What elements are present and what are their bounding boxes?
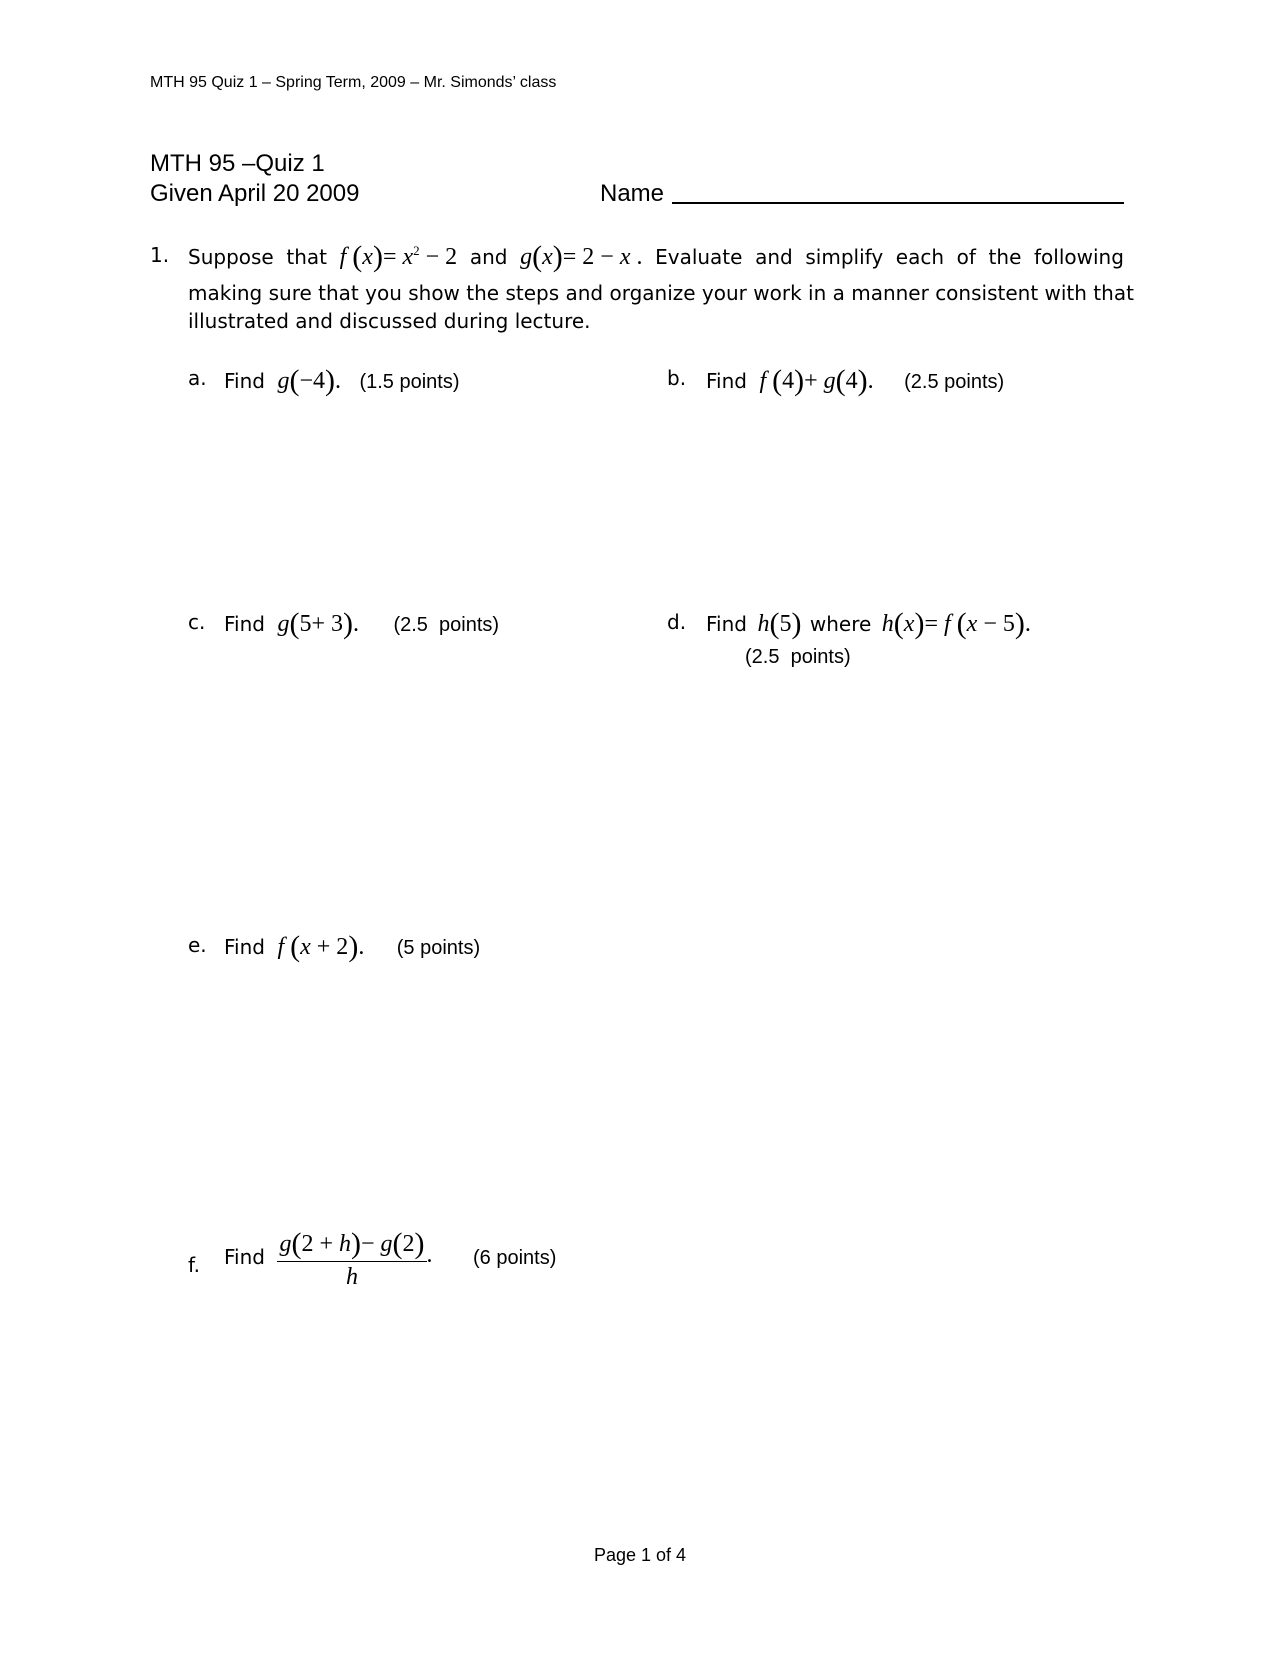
fraction-denominator: h: [345, 1264, 358, 1290]
part-a-points: (1.5 points): [359, 371, 460, 393]
where-word: where: [809, 612, 872, 636]
part-c-expression: g(5+ 3).: [277, 607, 359, 640]
intro-word: Suppose: [188, 245, 274, 269]
difference-quotient: [277, 1225, 426, 1291]
part-label: d.: [667, 610, 687, 634]
part-e-expression: f (x + 2).: [277, 930, 365, 963]
part-c: [188, 610, 205, 634]
find-word: Find: [224, 612, 265, 636]
part-d-expression: h(5): [757, 607, 802, 640]
part-label: b.: [667, 366, 687, 390]
part-a: [188, 366, 207, 390]
find-word: Find: [224, 369, 265, 393]
intro-word: Evaluate: [655, 245, 743, 269]
question-number: 1.: [150, 243, 170, 267]
find-word: Find: [224, 1245, 265, 1270]
page-number: Page 1 of 4: [593, 1545, 687, 1565]
part-b-points: (2.5 points): [904, 371, 1005, 393]
quiz-title: MTH 95 –Quiz 1: [150, 150, 325, 177]
part-b-expression: f (4)+ g(4).: [759, 364, 874, 397]
name-label: Name: [600, 180, 665, 207]
part-d-prompt: [706, 605, 1031, 639]
part-a-expression: g(−4).: [277, 364, 341, 397]
h-definition: h(x)= f (x − 5).: [881, 607, 1031, 640]
intro-word: and: [469, 245, 508, 269]
part-f-points: (6 points): [472, 1247, 557, 1270]
question-intro-line-3: illustrated and discussed during lecture.: [188, 309, 591, 333]
part-d-points: (2.5 points): [745, 646, 851, 668]
part-e: [188, 933, 207, 957]
intro-word: the: [988, 245, 1022, 269]
part-label: c.: [188, 610, 206, 634]
fraction-numerator: g(2 + h)− g(2): [279, 1227, 425, 1260]
f-definition: f $(x)= x^2 - 2$: [339, 240, 458, 273]
part-e-prompt: [224, 928, 480, 962]
intro-word: that: [286, 245, 327, 269]
question-intro-line-2: making sure that you show the steps and organize your work in a manner consistent with that: [188, 281, 1134, 305]
find-word: Find: [224, 935, 265, 959]
part-b-prompt: [706, 362, 1004, 396]
part-c-prompt: [224, 605, 499, 639]
intro-word: each: [895, 245, 945, 269]
part-a-prompt: [224, 362, 460, 396]
part-e-points: (5 points): [396, 937, 481, 959]
part-label: a.: [188, 366, 207, 390]
part-d: [667, 610, 686, 634]
part-f-prompt: Find $\frac{g(2 + h)- g(2)}{h}$ . (6 points): [224, 1227, 557, 1290]
name-blank-line[interactable]: [672, 202, 1124, 204]
quiz-date: Given April 20 2009: [150, 180, 360, 207]
intro-word: and: [755, 245, 793, 269]
running-header: MTH 95 Quiz 1 – Spring Term, 2009 – Mr. Simonds’ class: [150, 74, 557, 91]
part-label: f.: [188, 1253, 200, 1277]
intro-word: simplify: [805, 245, 884, 269]
intro-word: following: [1034, 245, 1124, 269]
part-b: [667, 366, 686, 390]
g-definition: g(x)= 2 − x .: [520, 240, 643, 273]
part-label: e.: [188, 933, 207, 957]
part-f: [188, 1253, 200, 1277]
intro-word: of: [956, 245, 976, 269]
part-c-points: (2.5 points): [393, 614, 500, 636]
find-word: Find: [706, 612, 747, 636]
question-intro-line-1: [188, 238, 1124, 272]
find-word: Find: [706, 369, 747, 393]
